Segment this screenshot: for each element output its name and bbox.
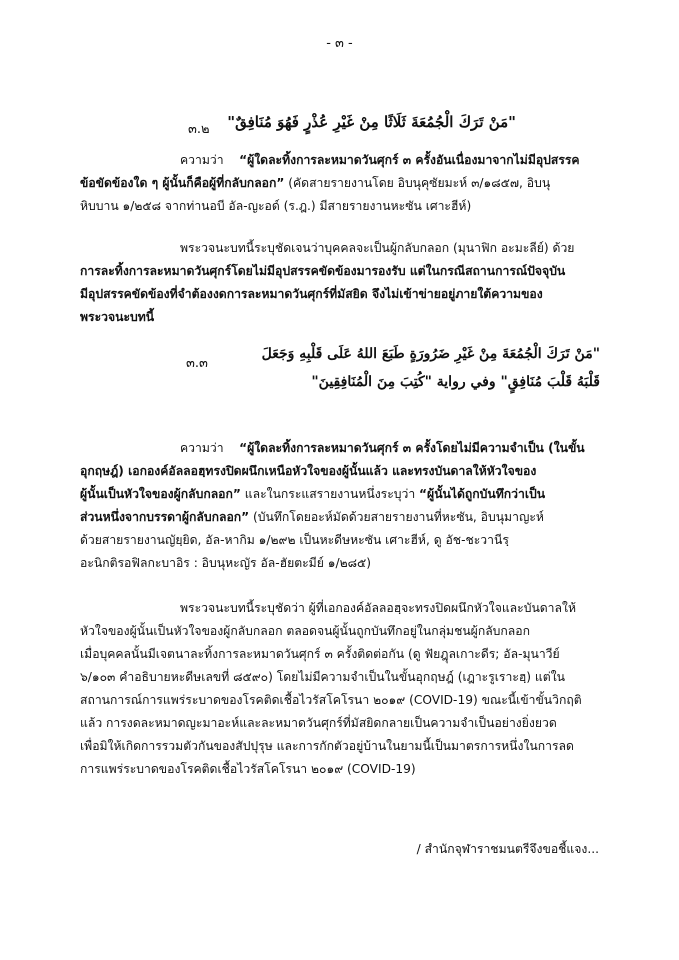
analysis-line-4: ๖/๑๐๓ คำอธิบายหะดีษเลขที่ ๘๕๙๐) โดยไม่มีความจำเป็นในขั้นอุกฤษฎ์ (เฎาะรูเราะฮฺ) แต่ใน [80,670,565,684]
meaning-line-1 [180,150,580,170]
hadith-arabic-3-3-line-2: قَلْبَهُ قَلْبَ مُنَافِقٍ" وفي رواية "كُتِبَ مِنَ الْمُنَافِقِينَ" [311,374,600,390]
second-narration-quote-end: ส่วนหนึ่งจากบรรดาผู้กลับกลอก” [80,510,250,524]
explanation-line-3: มีอุปสรรคขัดข้องที่จำต้องงดการละหมาดวันศุกร์ที่มัสยิด จึงไม่เข้าข่ายอยู่ภายใต้ความของ [80,287,543,301]
page-number: - ๓ - [326,36,353,51]
analysis-line-5: สถานการณ์การแพร่ระบาดของโรคติดเชื้อไวรัสโคโรนา ๒๐๑๙ (COVID-19) ขณะนี้เข้าขั้นวิกฤติ [80,693,582,707]
citation-line-3: อะนิกติรอฟิลกะบาอิร : อิบนุหะญัร อัล-ฮัยตะมีย์ ๑/๒๘๕) [80,556,371,570]
meaning-3-3-line-3 [80,484,545,504]
meaning-3-3-line-2: อุกฤษฎ์) เอกองค์อัลลอฮฺทรงปิดผนึกเหนือหัวใจของผู้นั้นแล้ว และทรงบันดาลให้หัวใจของ [80,464,537,478]
meaning-label: ความว่า [180,153,224,167]
analysis-line-3: เมื่อบุคคลนั้นมีเจตนาละทิ้งการละหมาดวันศุกร์ ๓ ครั้งติดต่อกัน (ดู ฟัยฎุลเกาะดีร; อัล-มุนาวีย์ [80,647,560,661]
meaning-label: ความว่า [180,441,224,455]
analysis-line-2: หัวใจของผู้นั้นเป็นหัวใจของผู้กลับกลอก ตลอดจนผู้นั้นถูกบันทึกอยู่ในกลุ่มชนผู้กลับกลอก [80,624,530,638]
citation-line-2: ด้วยสายรายงานญัยฺยิด, อัล-หากิม ๑/๒๙๒ เป็นหะดีษหะซัน เศาะฮีห์, ดู อัช-ชะวานีรฺ [80,533,509,547]
analysis-line-1: พระวจนะบทนี้ระบุชัดว่า ผู้ที่เอกองค์อัลลอฮฺจะทรงปิดผนึกหัวใจและบันดาลให้ [180,601,576,615]
meaning-quote: “ผู้ใดละทิ้งการละหมาดวันศุกร์ ๓ ครั้งอันเนื่องมาจากไม่มีอุปสรรค [239,153,580,167]
meaning-3-3-line-4 [80,507,544,527]
hadith-arabic-3-2: "مَنْ تَرَكَ الْجُمُعَةَ ثَلَاثًا مِنْ غَيْرِ عُذْرٍ فَهُوَ مُنَافِقٌ" [227,113,516,131]
hadith-arabic-3-3-line-1: "مَنْ تَرَكَ الْجُمُعَةَ مِنْ غَيْرِ ضَرُورَةٍ طَبَعَ اللهُ عَلَى قَلْبِهِ وَجَعَلَ [261,346,600,362]
connector-text: และในกระแสรายงานหนึ่งระบุว่า [240,487,420,501]
explanation-line-4: พระวจนะบทนี้ [80,310,155,324]
citation-text: (คัดสายรายงานโดย อิบนุคุซัยมะห์ ๓/๑๘๕๗, อิบนุ [284,176,551,190]
explanation-line-2: การละทิ้งการละหมาดวันศุกร์โดยไม่มีอุปสรรคขัดข้องมารองรับ แต่ในกรณีสถานการณ์ปัจจุบัน [80,264,566,278]
meaning-quote-cont: ข้อขัดข้องใด ๆ ผู้นั้นก็คือผู้ที่กลับกลอก” [80,176,285,190]
meaning-3-3-line-1 [180,438,585,458]
analysis-line-7: เพื่อมิให้เกิดการรวมตัวกันของสัปปุรุษ และการกักตัวอยู่บ้านในยามนี้เป็นมาตรการหนึ่งในการลด [80,739,574,753]
second-narration-quote: “ผู้นั้นได้ถูกบันทึกว่าเป็น [419,487,546,501]
meaning-line-2 [80,173,550,193]
meaning-quote: “ผู้ใดละทิ้งการละหมาดวันศุกร์ ๓ ครั้งโดยไม่มีความจำเป็น (ในขั้น [239,441,585,455]
analysis-line-6: แล้ว การงดละหมาดญะมาอะห์และละหมาดวันศุกร์ที่มัสยิดกลายเป็นความจำเป็นอย่างยิ่งยวด [80,716,557,730]
section-number-3-2: ๓.๒ [188,122,210,137]
citation-line: หิบบาน ๑/๒๕๘ จากท่านอบี อัล-ญะอด์ (ร.ฎ.) มีสายรายงานหะซัน เศาะฮีห์) [80,199,472,213]
citation-text: (บันทึกโดยอะห์มัดด้วยสายรายงานที่หะซัน, อิบนุมาญะห์ [249,510,544,524]
continuation-note: / สำนักจุฬาราชมนตรีจึงขอชี้แจง... [416,842,599,856]
explanation-line-1: พระวจนะบทนี้ระบุชัดเจนว่าบุคคลจะเป็นผู้กลับกลอก (มุนาฟิก อะมะลีย์) ด้วย [180,241,575,255]
meaning-quote-end: ผู้นั้นเป็นหัวใจของผู้กลับกลอก” [80,487,241,501]
analysis-line-8: การแพร่ระบาดของโรคติดเชื้อไวรัสโคโรนา ๒๐๑๙ (COVID-19) [80,762,416,776]
section-number-3-3: ๓.๓ [186,356,208,371]
